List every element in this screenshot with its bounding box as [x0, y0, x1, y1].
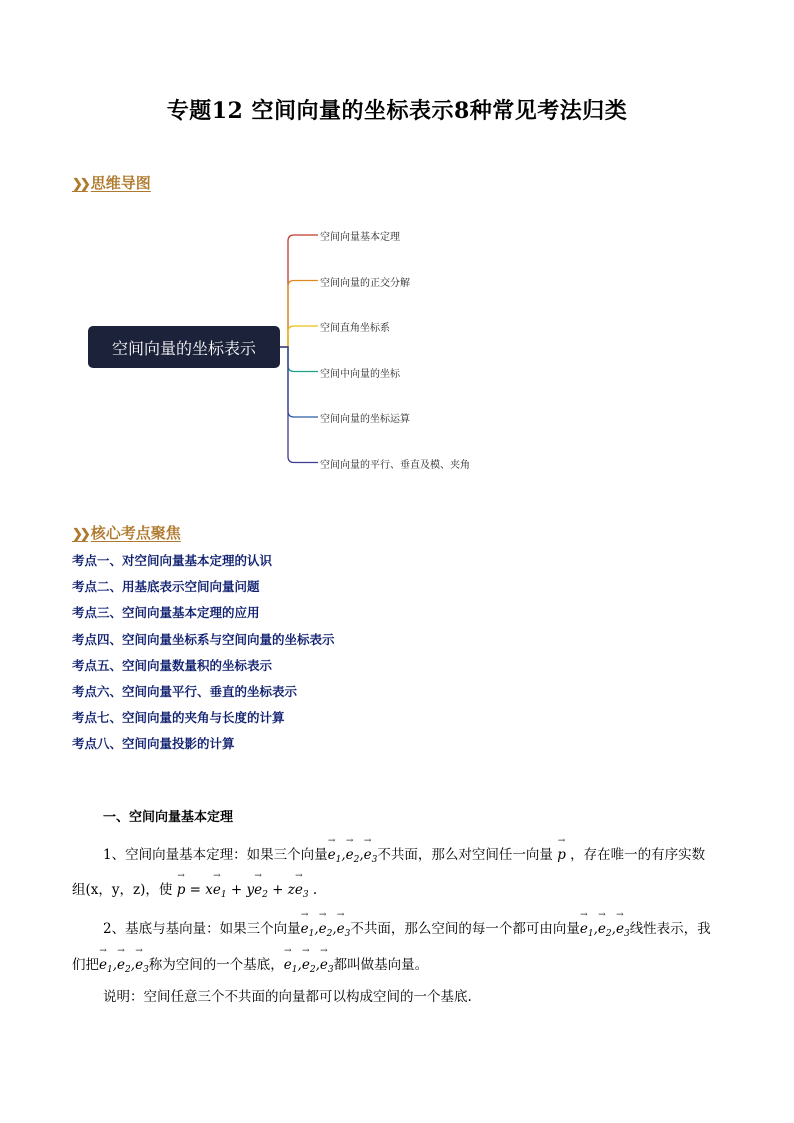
p1-text-a: 1、空间向量基本定理：如果三个向量: [103, 847, 328, 863]
chevron-double-right-icon: ❯❯: [72, 527, 88, 542]
p1-text-b: 不共面，那么对空间任一向量: [377, 847, 553, 863]
vector-p: → p: [553, 847, 570, 863]
mind-map-root: 空间向量的坐标表示: [88, 326, 280, 368]
basis-vectors: → $e_1,\to e_2,\to e_3$: [328, 847, 378, 863]
section-mindmap-label: 思维导图: [90, 174, 151, 192]
key-point-list: [72, 552, 335, 762]
basis-vectors: → $e_1,\to e_2,\to e_3$: [284, 957, 334, 973]
mind-map-branch-line: [280, 347, 318, 463]
section-core-label: 核心考点聚焦: [90, 524, 181, 542]
key-point-item[interactable]: 考点六、空间向量平行、垂直的坐标表示: [72, 683, 298, 699]
p2-text-d: 们把: [72, 957, 99, 973]
p2-text-b: 不共面，那么空间的每一个都可由向量: [350, 921, 580, 937]
mind-map-branch-line: [280, 281, 318, 348]
basis-vectors: → $e_1,\to e_2,\to e_3$: [301, 921, 351, 937]
content-heading: 一、空间向量基本定理: [103, 810, 234, 825]
p2-text-a: 2、基底与基向量：如果三个向量: [103, 921, 301, 937]
mind-map-branch-label: 空间向量基本定理: [320, 232, 400, 243]
page-title: 专题12 空间向量的坐标表示8种常见考法归类: [166, 98, 628, 124]
chevron-double-right-icon: ❯❯: [72, 177, 88, 192]
note-text: 说明：空间任意三个不共面的向量都可以构成空间的一个基底.: [103, 989, 472, 1005]
mind-map-branch-label: 空间中向量的坐标: [320, 368, 400, 380]
p1-text-d: 组(x，y，z)，使: [72, 882, 173, 898]
key-point-item[interactable]: 考点八、空间向量投影的计算: [72, 736, 235, 752]
key-point-item[interactable]: 考点五、空间向量数量积的坐标表示: [72, 657, 273, 673]
mind-map-branch-label: 空间向量的平行、垂直及模、夹角: [320, 459, 470, 471]
key-point-item[interactable]: 考点七、空间向量的夹角与长度的计算: [72, 710, 285, 726]
key-point-item[interactable]: 考点四、空间向量坐标系与空间向量的坐标表示: [72, 631, 335, 647]
mind-map: [80, 222, 500, 477]
key-point-item[interactable]: 考点一、对空间向量基本定理的认识: [72, 553, 273, 568]
p2-text-f: 都叫做基向量。: [333, 957, 429, 973]
mind-map-branch-label: 空间向量的正交分解: [320, 277, 410, 289]
key-point-item[interactable]: 考点二、用基底表示空间向量问题: [72, 579, 260, 595]
paragraph-2-line-1: [103, 917, 711, 939]
paragraph-2-line-2: [72, 953, 428, 975]
decomposition-formula: → $p = x\to e_1 + y\to e_2 + z\to e_3$ .: [172, 882, 317, 898]
mind-map-branch-line: [280, 326, 318, 347]
section-mindmap-heading: [72, 172, 151, 193]
paragraph-1-line-2: [72, 878, 317, 900]
p2-text-e: 称为空间的一个基底，: [148, 957, 284, 973]
key-point-item[interactable]: 考点三、空间向量基本定理的应用: [72, 605, 260, 621]
mind-map-branch-label: 空间向量的坐标运算: [320, 414, 410, 425]
p1-text-c: ，存在唯一的有序实数: [570, 847, 706, 863]
mind-map-branch-label: 空间直角坐标系: [320, 323, 390, 334]
basis-vectors: → $e_1,\to e_2,\to e_3$: [99, 957, 149, 973]
p2-text-c: 线性表示，我: [629, 921, 711, 937]
mind-map-branch-line: [280, 235, 318, 347]
basis-vectors: → $e_1,\to e_2,\to e_3$: [580, 921, 630, 937]
mind-map-branch-line: [280, 347, 318, 372]
mind-map-branch-line: [280, 347, 318, 417]
section-core-heading: [72, 522, 181, 543]
paragraph-1-line-1: [103, 843, 705, 865]
